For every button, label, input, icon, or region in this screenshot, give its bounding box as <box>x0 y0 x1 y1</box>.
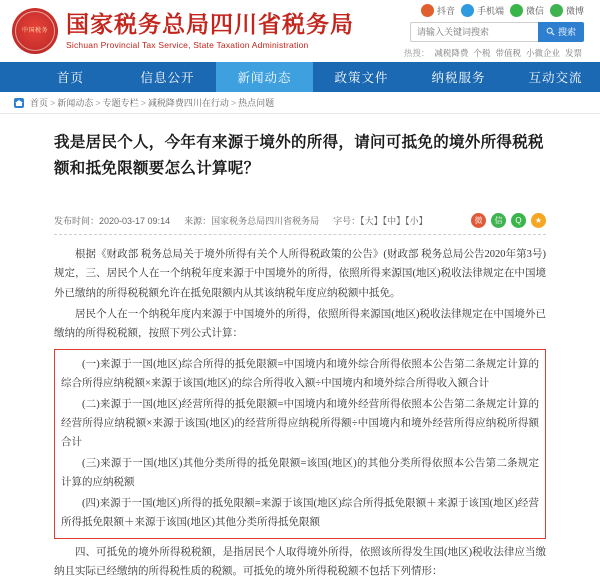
nav-item-news[interactable]: 新闻动态 <box>216 62 313 92</box>
paragraph: (三)来源于一国(地区)其他分类所得的抵免限额=该国(地区)的其他分类所得依照本公告第二条规定计算的应纳税额 <box>61 457 539 489</box>
hot-word-3[interactable]: 小微企业 <box>525 47 560 58</box>
breadcrumb-item-1[interactable]: 专题专栏 <box>102 98 139 108</box>
home-icon <box>14 98 24 108</box>
header-right <box>404 4 588 59</box>
breadcrumb-item-2[interactable]: 减税降费四川在行动 <box>147 98 229 108</box>
favorite-icon[interactable]: ★ <box>531 213 546 228</box>
hot-words <box>404 47 584 59</box>
site-title-block <box>66 12 354 50</box>
paragraph: (一)来源于一国(地区)综合所得的抵免限额=中国境内和境外综合所得依照本公告第二条规定计算的综合所得应纳税额×来源于该国(地区)的综合所得收入额÷中国境内和境外综合所得收入额合计 <box>61 358 539 390</box>
douyin-icon <box>421 4 434 17</box>
search-button-label: 搜索 <box>557 27 576 37</box>
quick-link-weibo[interactable] <box>550 4 584 17</box>
site-header <box>0 0 600 62</box>
paragraph: 居民个人在一个纳税年度内来源于中国境外的所得，依照所得来源国(地区)税收法律规定在中国境外已缴纳的所得税税额，按照下列公式计算： <box>54 308 546 340</box>
article-body <box>54 245 546 581</box>
quick-link-label: 手机端 <box>476 5 504 16</box>
nav-item-info-disclosure[interactable]: 信息公开 <box>140 71 195 85</box>
mobile-icon <box>461 4 474 17</box>
publish-time-label: 发布时间： <box>54 215 100 226</box>
wechat-icon <box>510 4 523 17</box>
tax-emblem-icon <box>12 8 58 54</box>
qq-share-icon[interactable]: Q <box>511 213 526 228</box>
breadcrumb-home[interactable]: 首页 <box>30 98 49 108</box>
breadcrumb-separator: > <box>140 97 146 108</box>
quick-link-label: 抖音 <box>436 5 455 16</box>
highlighted-formula-box <box>54 349 546 539</box>
quick-link-douyin[interactable] <box>421 4 455 17</box>
paragraph: 根据《财政部 税务总局关于境外所得有关个人所得税政策的公告》(财政部 税务总局公告2020年第3号)规定，三、居民个人在一个纳税年度来源于中国境外的所得，依照所得来源国(地区)税收法律规定在中国境外已缴纳的所得税税额允许在抵免限额内从其该纳税年度应纳税额中抵免。 <box>54 248 546 299</box>
nav-item-interaction[interactable]: 互动交流 <box>528 71 583 85</box>
source-label: 来源： <box>184 215 212 226</box>
emblem-label: 中国税务 <box>21 27 48 34</box>
quick-link-label: 微博 <box>565 5 584 16</box>
hot-words-label: 热搜： <box>403 47 430 58</box>
weibo-share-icon[interactable]: 微 <box>471 213 486 228</box>
site-title-cn: 国家税务总局四川省税务局 <box>66 11 354 37</box>
search-button[interactable] <box>538 22 584 42</box>
breadcrumb-separator: > <box>230 97 237 108</box>
page-title: 我是居民个人，今年有来源于境外的所得，请问可抵免的境外所得税税额和抵免限额要怎么计算呢？ <box>54 134 544 178</box>
hot-word-2[interactable]: 带值税 <box>495 47 521 58</box>
hot-word-1[interactable]: 个税 <box>473 47 491 58</box>
paragraph: 四、可抵免的境外所得税税额，是指居民个人取得境外所得，依照该所得发生国(地区)税收法律应当缴纳且实际已经缴纳的所得税性质的税额。可抵免的境外所得税税额不包括下列情形： <box>54 546 546 578</box>
article <box>0 114 600 581</box>
nav-item-home[interactable]: 首页 <box>56 71 84 85</box>
font-size-options[interactable]: 【大】【中】【小】 <box>360 215 428 226</box>
publish-time-value: 2020-03-17 09:14 <box>99 215 171 226</box>
font-size-control[interactable] <box>333 214 428 227</box>
source-value: 国家税务总局四川省税务局 <box>211 215 320 226</box>
font-size-label: 字号： <box>333 215 361 226</box>
weibo-icon <box>550 4 563 17</box>
breadcrumb-current: 热点问题 <box>238 98 275 108</box>
article-meta <box>54 213 546 235</box>
wechat-share-icon[interactable]: 信 <box>491 213 506 228</box>
search-icon <box>546 27 555 36</box>
paragraph: (四)来源于一国(地区)所得的抵免限额=来源于该国(地区)综合所得抵免限额＋来源于该国(地区)经营所得抵免限额＋来源于该国(地区)其他分类所得抵免限额 <box>61 497 539 529</box>
quick-link-mobile[interactable] <box>461 4 504 17</box>
nav-item-tax-services[interactable]: 纳税服务 <box>431 71 486 85</box>
hot-word-4[interactable]: 发票 <box>564 47 582 58</box>
hot-word-0[interactable]: 减税降费 <box>434 47 469 58</box>
quick-link-wechat[interactable] <box>510 4 544 17</box>
breadcrumb <box>0 92 600 114</box>
breadcrumb-item-0[interactable]: 新闻动态 <box>57 98 94 108</box>
paragraph: (二)来源于一国(地区)经营所得的抵免限额=中国境内和境外经营所得依照本公告第二条规定计算的经营所得应纳税额×来源于该国(地区)的经营所得应纳税所得额÷中国境内和境外经营所得应纳税所得额合计 <box>61 398 539 449</box>
breadcrumb-separator: > <box>95 97 101 108</box>
breadcrumb-separator: > <box>50 97 56 108</box>
quick-link-label: 微信 <box>525 5 544 16</box>
nav-item-policy-documents[interactable]: 政策文件 <box>334 71 389 85</box>
quick-links <box>421 4 584 17</box>
publish-time <box>54 214 170 227</box>
article-source <box>184 214 319 227</box>
site-title-en: Sichuan Provincial Tax Service, State Taxation Administration <box>66 40 309 51</box>
share-bar <box>471 213 546 228</box>
search-input[interactable] <box>410 22 538 42</box>
main-nav <box>0 62 600 92</box>
search-bar <box>410 22 584 42</box>
